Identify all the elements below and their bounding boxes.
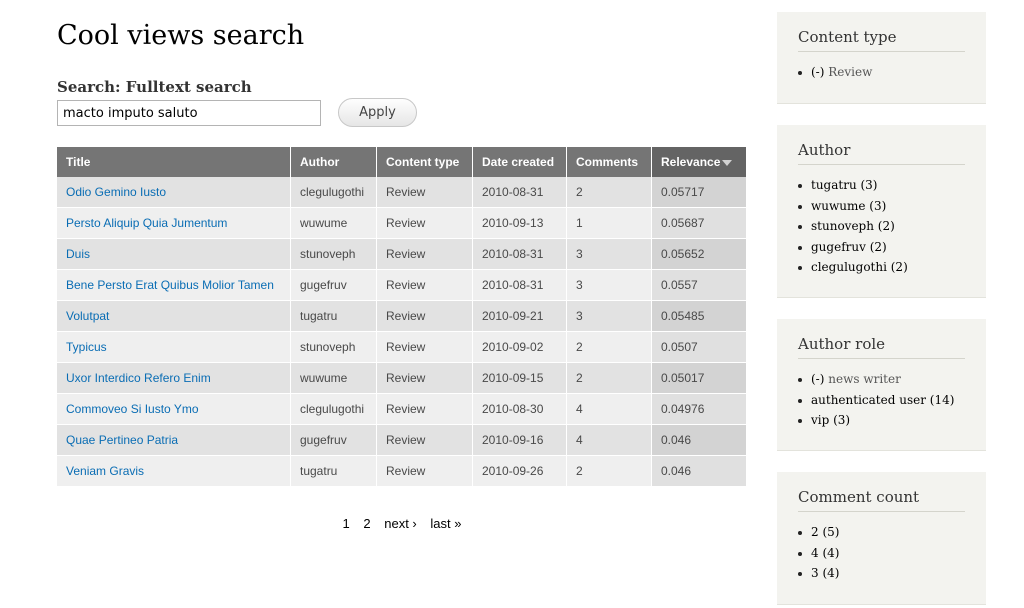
facet-block-author (777, 125, 986, 298)
column-header-title[interactable] (57, 147, 291, 177)
cell-author: wuwume (291, 363, 377, 394)
pager (57, 516, 747, 531)
cell-title (57, 394, 291, 425)
cell-title (57, 239, 291, 270)
cell-relevance: 0.05017 (652, 363, 747, 394)
column-header-label: Content type (386, 155, 460, 169)
facet-list (798, 512, 965, 584)
facet-list (798, 359, 965, 431)
cell-author: gugefruv (291, 425, 377, 456)
cell-comments: 3 (567, 270, 652, 301)
cell-relevance: 0.05485 (652, 301, 747, 332)
facet-link[interactable]: clegulugothi (2) (811, 260, 908, 274)
block-title: Author role (798, 319, 965, 359)
cell-title (57, 363, 291, 394)
table-row (57, 332, 747, 363)
facet-item (798, 175, 965, 196)
facet-item (798, 563, 965, 584)
cell-author: stunoveph (291, 332, 377, 363)
cell-relevance: 0.05687 (652, 208, 747, 239)
table-row (57, 301, 747, 332)
cell-content-type: Review (377, 394, 473, 425)
facet-remove-prefix: (-) (811, 372, 825, 386)
cell-date-created: 2010-09-16 (473, 425, 567, 456)
cell-author: clegulugothi (291, 394, 377, 425)
table-row (57, 425, 747, 456)
cell-content-type: Review (377, 425, 473, 456)
facet-item (798, 62, 965, 83)
cell-content-type: Review (377, 456, 473, 487)
cell-comments: 2 (567, 177, 652, 208)
cell-author: tugatru (291, 456, 377, 487)
facet-link[interactable]: tugatru (3) (811, 178, 878, 192)
result-title-link[interactable]: Bene Persto Erat Quibus Molior Tamen (66, 278, 274, 292)
facet-item (798, 216, 965, 237)
column-header-label: Date created (482, 155, 555, 169)
facet-block-author-role (777, 319, 986, 451)
cell-author: gugefruv (291, 270, 377, 301)
table-row (57, 363, 747, 394)
table-row (57, 270, 747, 301)
cell-date-created: 2010-08-30 (473, 394, 567, 425)
facet-item (798, 522, 965, 543)
facet-block-comment-count (777, 472, 986, 605)
cell-title (57, 301, 291, 332)
column-header-author[interactable] (291, 147, 377, 177)
cell-title (57, 425, 291, 456)
cell-relevance: 0.0557 (652, 270, 747, 301)
facet-list (798, 165, 965, 278)
facet-link[interactable]: gugefruv (2) (811, 239, 887, 254)
result-title-link[interactable]: Duis (66, 247, 91, 261)
apply-button[interactable]: Apply (338, 98, 417, 127)
facet-link[interactable]: wuwume (3) (811, 198, 887, 213)
column-header-label: Title (66, 155, 91, 169)
cell-comments: 1 (567, 208, 652, 239)
facet-item (798, 390, 965, 411)
cell-date-created: 2010-08-31 (473, 239, 567, 270)
cell-comments: 2 (567, 456, 652, 487)
cell-author: clegulugothi (291, 177, 377, 208)
cell-relevance: 0.05717 (652, 177, 747, 208)
cell-relevance: 0.05652 (652, 239, 747, 270)
column-header-content-type[interactable] (377, 147, 473, 177)
cell-comments: 3 (567, 239, 652, 270)
table-row (57, 177, 747, 208)
cell-comments: 4 (567, 394, 652, 425)
cell-title (57, 270, 291, 301)
facet-item (798, 237, 965, 258)
cell-title (57, 177, 291, 208)
cell-date-created: 2010-08-31 (473, 177, 567, 208)
facet-link[interactable]: stunoveph (2) (811, 219, 895, 233)
cell-title (57, 456, 291, 487)
cell-author: tugatru (291, 301, 377, 332)
column-header-date-created[interactable] (473, 147, 567, 177)
facet-link[interactable]: 3 (4) (811, 566, 840, 580)
results-table (57, 147, 747, 487)
cell-comments: 2 (567, 363, 652, 394)
cell-date-created: 2010-09-15 (473, 363, 567, 394)
result-title-link[interactable]: Typicus (66, 340, 107, 354)
block-title: Content type (798, 12, 965, 52)
cell-date-created: 2010-09-13 (473, 208, 567, 239)
cell-relevance: 0.0507 (652, 332, 747, 363)
block-title: Comment count (798, 472, 965, 512)
table-row (57, 239, 747, 270)
facet-block-content-type (777, 12, 986, 104)
cell-date-created: 2010-09-21 (473, 301, 567, 332)
table-row (57, 456, 747, 487)
result-title-link[interactable]: Persto Aliquip Quia Jumentum (66, 216, 228, 230)
pager-current-page: 1 (342, 516, 350, 531)
facet-active-label: Review (828, 65, 873, 79)
column-header-relevance[interactable] (652, 147, 747, 177)
result-title-link[interactable]: Uxor Interdico Refero Enim (66, 371, 211, 385)
facet-item (798, 369, 965, 390)
column-header-label: Relevance (661, 155, 721, 169)
table-row (57, 208, 747, 239)
facet-link[interactable]: vip (3) (811, 413, 851, 427)
facet-link[interactable]: authenticated user (14) (811, 392, 955, 407)
cell-comments: 2 (567, 332, 652, 363)
results-body (57, 177, 747, 487)
cell-content-type: Review (377, 363, 473, 394)
pager-last-link[interactable]: last » (430, 516, 462, 531)
pager-page-link[interactable]: 2 (363, 516, 371, 531)
facet-link[interactable]: 4 (4) (811, 545, 840, 560)
result-title-link[interactable]: Volutpat (66, 309, 110, 323)
result-title-link[interactable]: Odio Gemino Iusto (66, 185, 167, 199)
facet-active-label: news writer (828, 372, 901, 386)
cell-date-created: 2010-08-31 (473, 270, 567, 301)
facet-item (798, 543, 965, 564)
column-header-label: Comments (576, 155, 639, 169)
facet-item (798, 196, 965, 217)
cell-comments: 3 (567, 301, 652, 332)
column-header-label: Author (300, 155, 340, 169)
cell-relevance: 0.046 (652, 425, 747, 456)
block-title: Author (798, 125, 965, 165)
facet-list (798, 52, 965, 83)
facet-remove-link[interactable] (811, 65, 872, 79)
cell-content-type: Review (377, 332, 473, 363)
pager-next-link[interactable]: next › (384, 516, 417, 531)
result-title-link[interactable]: Veniam Gravis (66, 464, 145, 478)
facet-item (798, 257, 965, 278)
cell-date-created: 2010-09-26 (473, 456, 567, 487)
facet-remove-prefix: (-) (811, 65, 825, 79)
cell-content-type: Review (377, 270, 473, 301)
result-title-link[interactable]: Quae Pertineo Patria (66, 433, 179, 447)
cell-author: wuwume (291, 208, 377, 239)
cell-date-created: 2010-09-02 (473, 332, 567, 363)
facet-remove-link[interactable] (811, 372, 901, 386)
cell-relevance: 0.04976 (652, 394, 747, 425)
facet-link[interactable]: 2 (5) (811, 525, 840, 539)
search-input[interactable] (57, 100, 321, 126)
cell-content-type: Review (377, 301, 473, 332)
table-row (57, 394, 747, 425)
cell-relevance: 0.046 (652, 456, 747, 487)
table-header-row (57, 147, 747, 177)
cell-title (57, 208, 291, 239)
search-label: Search: Fulltext search (57, 78, 252, 96)
page-title: Cool views search (57, 20, 305, 51)
cell-content-type: Review (377, 239, 473, 270)
facet-item (798, 410, 965, 431)
sort-descending-icon (722, 160, 732, 166)
cell-comments: 4 (567, 425, 652, 456)
result-title-link[interactable]: Commoveo Si Iusto Ymo (66, 402, 199, 416)
cell-content-type: Review (377, 177, 473, 208)
cell-content-type: Review (377, 208, 473, 239)
cell-author: stunoveph (291, 239, 377, 270)
column-header-comments[interactable] (567, 147, 652, 177)
cell-title (57, 332, 291, 363)
